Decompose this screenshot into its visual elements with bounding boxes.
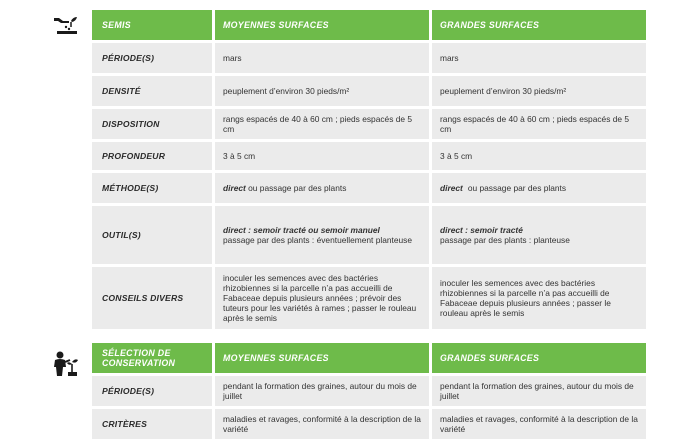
sowing-hand-icon (52, 12, 78, 39)
cell-text: passage par des plants : éventuellement planteuse (223, 235, 413, 245)
table-row (92, 267, 662, 329)
row-label: MÉTHODE(S) (92, 173, 212, 203)
row-label: PROFONDEUR (92, 142, 212, 170)
cell-bold-text: direct (223, 183, 246, 193)
cell-grandes: rangs espacés de 40 à 60 cm ; pieds espacés de 5 cm (432, 109, 646, 139)
cell-grandes: 3 à 5 cm (432, 142, 646, 170)
selection-header-row (92, 343, 662, 373)
row-label: CRITÈRES (92, 409, 212, 439)
cell-moyennes: peuplement d’environ 30 pieds/m² (215, 76, 429, 106)
row-label: PÉRIODE(S) (92, 43, 212, 73)
cell-grandes: pendant la formation des graines, autour du mois de juillet (432, 376, 646, 406)
cell-bold-text: direct : semoir tracté (440, 225, 523, 235)
cell-moyennes: rangs espacés de 40 à 60 cm ; pieds espacés de 5 cm (215, 109, 429, 139)
cell-bold-text: direct (440, 183, 463, 193)
row-label: PÉRIODE(S) (92, 376, 212, 406)
selection-col-grandes: GRANDES SURFACES (432, 343, 646, 373)
semis-col-moyennes: MOYENNES SURFACES (215, 10, 429, 40)
cell-moyennes (215, 173, 429, 203)
cell-text: ou passage par des plants (467, 183, 567, 193)
table-row (92, 109, 662, 139)
semis-col-grandes: GRANDES SURFACES (432, 10, 646, 40)
cell-grandes (432, 173, 646, 203)
semis-title: SEMIS (92, 10, 212, 40)
gardener-selection-icon (52, 350, 78, 381)
selection-table (92, 343, 662, 442)
row-label: CONSEILS DIVERS (92, 267, 212, 329)
table-row (92, 76, 662, 106)
cell-grandes: inoculer les semences avec des bactéries rhizobiennes si la parcelle n’a pas accueilli de Fabaceae depuis plusieurs années ; passer le rouleau après le semis (432, 267, 646, 329)
semis-header-row (92, 10, 662, 40)
semis-table (92, 10, 662, 332)
table-row (92, 376, 662, 406)
cell-grandes (432, 206, 646, 264)
table-row (92, 409, 662, 439)
row-label: DENSITÉ (92, 76, 212, 106)
table-row (92, 43, 662, 73)
row-label: OUTIL(S) (92, 206, 212, 264)
table-row (92, 206, 662, 264)
table-row (92, 173, 662, 203)
cell-moyennes: inoculer les semences avec des bactéries rhizobiennes si la parcelle n’a pas accueilli de Fabaceae depuis plusieurs années ; prévoir des tuteurs pour les variétés à rames ; passer le rouleau après le semis (215, 267, 429, 329)
cell-grandes: mars (432, 43, 646, 73)
selection-title: SÉLECTION DE CONSERVATION (92, 343, 212, 373)
cell-grandes: maladies et ravages, conformité à la description de la variété (432, 409, 646, 439)
cell-bold-text: direct : semoir tracté ou semoir manuel (223, 225, 380, 235)
cell-moyennes (215, 206, 429, 264)
row-label: DISPOSITION (92, 109, 212, 139)
table-row (92, 142, 662, 170)
cell-moyennes: maladies et ravages, conformité à la description de la variété (215, 409, 429, 439)
cell-text: ou passage par des plants (248, 183, 347, 193)
cell-moyennes: mars (215, 43, 429, 73)
cell-moyennes: pendant la formation des graines, autour du mois de juillet (215, 376, 429, 406)
cell-moyennes: 3 à 5 cm (215, 142, 429, 170)
selection-col-moyennes: MOYENNES SURFACES (215, 343, 429, 373)
cell-text: passage par des plants : planteuse (440, 235, 570, 245)
cell-grandes: peuplement d’environ 30 pieds/m² (432, 76, 646, 106)
